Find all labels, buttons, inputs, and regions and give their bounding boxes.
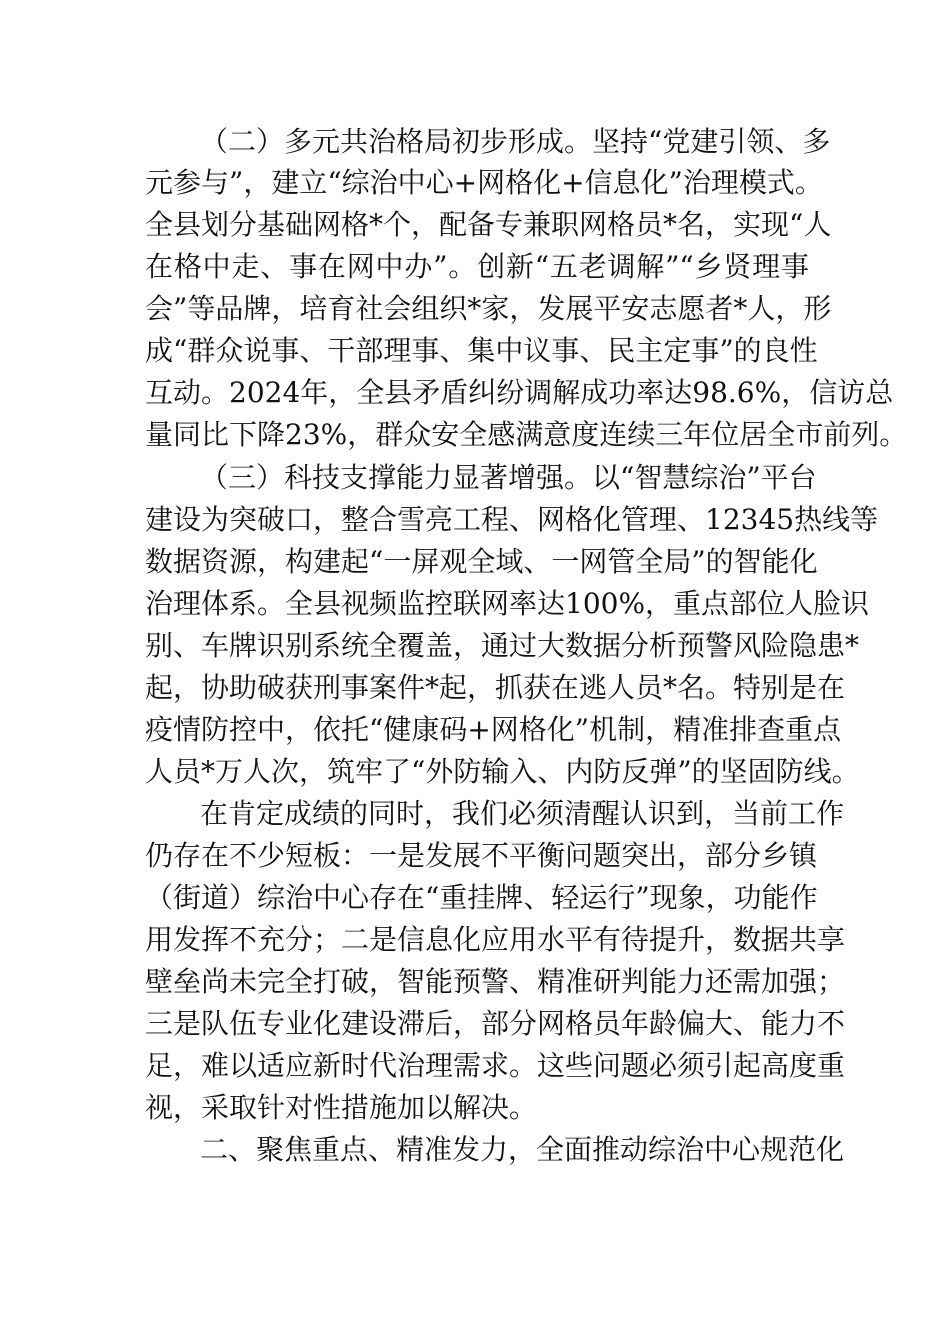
text-line: （街道）综治中心存在“重挂牌、轻运行”现象，功能作 [145, 881, 818, 914]
text-line: 元参与”，建立“综治中心+网格化+信息化”治理模式。 [145, 166, 823, 199]
text-line: 建设为突破口，整合雪亮工程、网格化管理、12345热线等 [145, 503, 879, 536]
text-line: 仍存在不少短板：一是发展不平衡问题突出，部分乡镇 [145, 839, 818, 872]
text-line: 全县划分基础网格*个，配备专兼职网格员*名，实现“人 [145, 208, 832, 241]
text-line: 在格中走、事在网中办”。创新“五老调解”“乡贤理事 [145, 250, 809, 283]
text-line: 互动。2024年，全县矛盾纠纷调解成功率达98.6%，信访总 [145, 376, 894, 409]
text-line: 足，难以适应新时代治理需求。这些问题必须引起高度重 [145, 1049, 846, 1082]
text-line: 数据资源，构建起“一屏观全域、一网管全局”的智能化 [145, 545, 818, 578]
text-line: 会”等品牌，培育社会组织*家，发展平安志愿者*人，形 [145, 292, 832, 325]
text-line: 量同比下降23%，群众安全感满意度连续三年位居全市前列。 [145, 418, 908, 451]
text-line: （二）多元共治格局初步形成。坚持“党建引领、多 [200, 125, 831, 158]
text-line: 起，协助破获刑事案件*起，抓获在逃人员*名。特别是在 [145, 671, 846, 704]
text-line: 三是队伍专业化建设滞后，部分网格员年龄偏大、能力不 [145, 1007, 846, 1040]
text-line: 壁垒尚未完全打破，智能预警、精准研判能力还需加强； [145, 965, 846, 998]
text-line: （三）科技支撑能力显著增强。以“智慧综治”平台 [200, 461, 817, 494]
text-line: 治理体系。全县视频监控联网率达100%，重点部位人脸识 [145, 587, 870, 620]
text-line: 别、车牌识别系统全覆盖，通过大数据分析预警风险隐患* [145, 629, 860, 662]
section-heading-line: 二、聚焦重点、精准发力，全面推动综治中心规范化 [200, 1133, 845, 1166]
text-line: 人员*万人次，筑牢了“外防输入、内防反弹”的坚固防线。 [145, 755, 860, 788]
text-line: 用发挥不充分；二是信息化应用水平有待提升，数据共享 [145, 923, 846, 956]
text-line: 在肯定成绩的同时，我们必须清醒认识到，当前工作 [200, 797, 845, 830]
text-line: 疫情防控中，依托“健康码+网格化”机制，精准排查重点 [145, 713, 842, 746]
text-line: 成“群众说事、干部理事、集中议事、民主定事”的良性 [145, 334, 818, 367]
text-line: 视，采取针对性措施加以解决。 [145, 1091, 538, 1124]
